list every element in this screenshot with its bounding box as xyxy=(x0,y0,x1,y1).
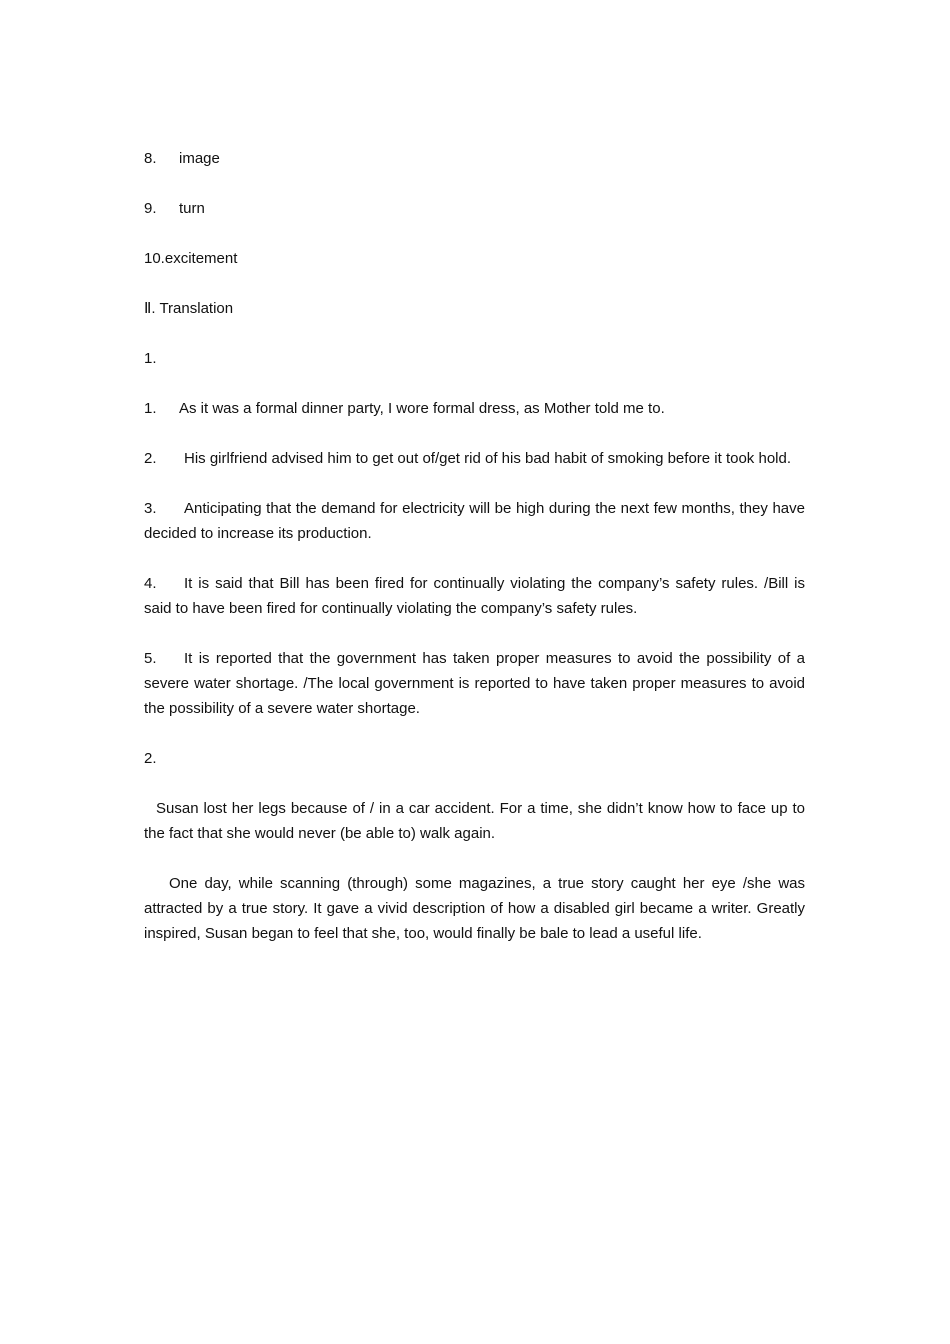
translation-item-4 xyxy=(144,571,805,621)
translation-item-number: 1. xyxy=(144,400,157,417)
translation-item-5 xyxy=(144,646,805,721)
part1-label: 1. xyxy=(144,350,157,367)
vocab-item-10 xyxy=(144,246,805,271)
translation-item-text: It is reported that the government has taken proper measures to avoid the possibility of a severe water shortage. /The local government is reported to have taken proper measures to avoid the possibility of a severe water shortage. xyxy=(144,650,805,717)
section-heading: Ⅱ. Translation xyxy=(144,300,234,317)
vocab-item-text: excitement xyxy=(164,250,238,267)
translation-item-text: Anticipating that the demand for electricity will be high during the next few months, they have decided to increase its production. xyxy=(144,500,805,542)
document-body xyxy=(144,146,805,946)
translation-item-text: As it was a formal dinner party, I wore formal dress, as Mother told me to. xyxy=(179,400,665,417)
vocab-item-8 xyxy=(144,146,805,171)
passage-paragraph-2: One day, while scanning (through) some magazines, a true story caught her eye /she was attracted by a true story. It gave a vivid description of how a disabled girl became a writer. Greatly inspired, Susan began to feel that she, too, would finally be bale to lead a useful life. xyxy=(144,875,805,942)
translation-item-2 xyxy=(144,446,805,471)
translation-item-number: 4. xyxy=(144,575,157,592)
translation-item-1 xyxy=(144,396,805,421)
translation-item-text: His girlfriend advised him to get out of/get rid of his bad habit of smoking before it took hold. xyxy=(184,450,792,467)
vocab-item-text: image xyxy=(179,150,220,167)
translation-item-number: 5. xyxy=(144,650,157,667)
translation-item-number: 2. xyxy=(144,450,157,467)
vocab-item-9 xyxy=(144,196,805,221)
translation-item-number: 3. xyxy=(144,500,157,517)
translation-item-3 xyxy=(144,496,805,546)
translation-item-text: It is said that Bill has been fired for continually violating the company’s safety rules. /Bill is said to have been fired for continually violating the company’s safety rules. xyxy=(144,575,805,617)
passage-paragraph-1: Susan lost her legs because of / in a car accident. For a time, she didn’t know how to face up to the fact that she would never (be able to) walk again. xyxy=(144,800,805,842)
part2-label: 2. xyxy=(144,750,157,767)
vocab-item-number: 10. xyxy=(144,250,165,267)
vocab-item-number: 8. xyxy=(144,150,157,167)
vocab-item-number: 9. xyxy=(144,200,157,217)
vocab-item-text: turn xyxy=(179,200,205,217)
